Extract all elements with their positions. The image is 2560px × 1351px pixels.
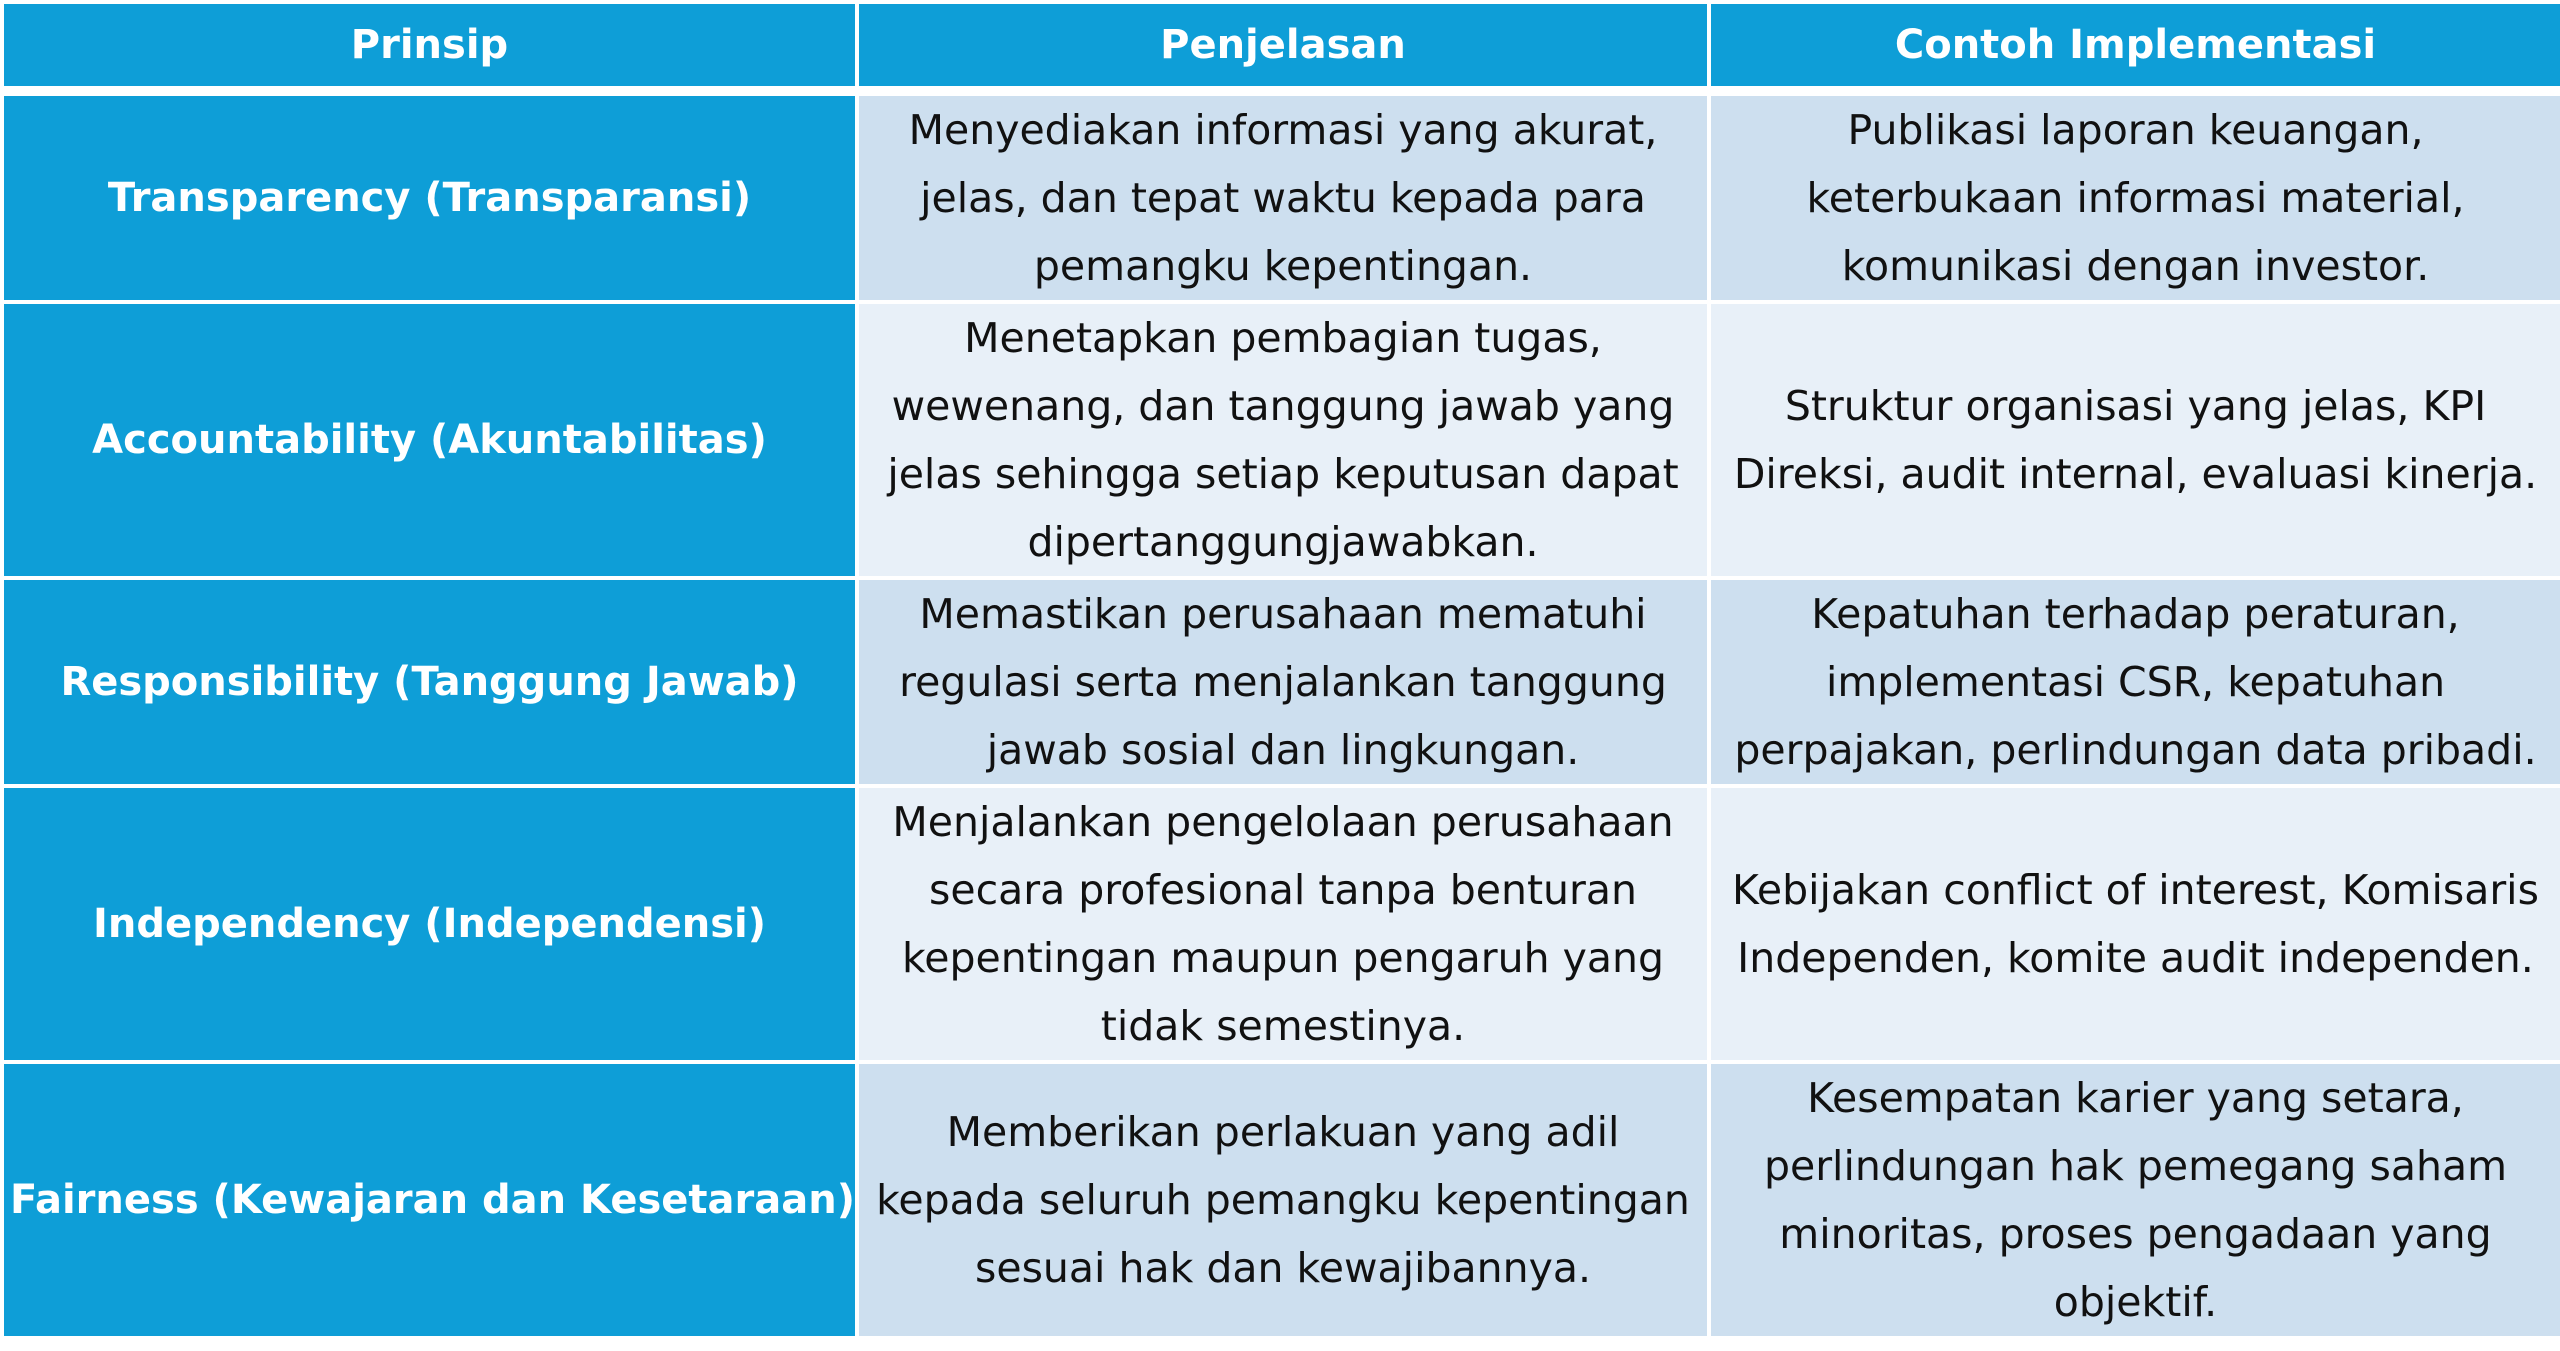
example-line: Kesempatan karier yang setara, bbox=[1807, 1074, 2464, 1122]
table-row-fairness bbox=[2, 1062, 2560, 1338]
explanation-cell bbox=[857, 786, 1709, 1062]
example-cell bbox=[1709, 1062, 2560, 1338]
example-line: perlindungan hak pemegang saham bbox=[1763, 1142, 2508, 1190]
principle-cell: Responsibility (Tanggung Jawab) bbox=[2, 578, 857, 786]
example-line: perpajakan, perlindungan data pribadi. bbox=[1734, 726, 2537, 774]
table-header-row bbox=[2, 2, 2560, 91]
explanation-line: Menjalankan pengelolaan perusahaan bbox=[892, 798, 1674, 846]
example-line: komunikasi dengan investor. bbox=[1841, 242, 2430, 290]
principle-cell: Accountability (Akuntabilitas) bbox=[2, 302, 857, 578]
explanation-cell bbox=[857, 1062, 1709, 1338]
explanation-cell bbox=[857, 302, 1709, 578]
example-line: Kepatuhan terhadap peraturan, bbox=[1811, 590, 2460, 638]
explanation-line: secara profesional tanpa benturan bbox=[929, 866, 1637, 914]
example-line: minoritas, proses pengadaan yang bbox=[1779, 1210, 2492, 1258]
explanation-line: jelas, dan tepat waktu kepada para bbox=[920, 174, 1646, 222]
principle-cell: Independency (Independensi) bbox=[2, 786, 857, 1062]
table-row-transparency bbox=[2, 91, 2560, 302]
header-penjelasan: Penjelasan bbox=[857, 2, 1709, 91]
header-prinsip: Prinsip bbox=[2, 2, 857, 91]
explanation-line: Menetapkan pembagian tugas, bbox=[964, 314, 1602, 362]
explanation-cell bbox=[857, 91, 1709, 302]
table-row-independency bbox=[2, 786, 2560, 1062]
example-line: keterbukaan informasi material, bbox=[1806, 174, 2465, 222]
header-contoh-implementasi: Contoh Implementasi bbox=[1709, 2, 2560, 91]
table-row-accountability bbox=[2, 302, 2560, 578]
explanation-line: wewenang, dan tanggung jawab yang bbox=[891, 382, 1675, 430]
example-line: Independen, komite audit independen. bbox=[1737, 934, 2534, 982]
explanation-line: jawab sosial dan lingkungan. bbox=[986, 726, 1580, 774]
explanation-line: Memberikan perlakuan yang adil bbox=[946, 1108, 1620, 1156]
example-cell bbox=[1709, 578, 2560, 786]
example-line: implementasi CSR, kepatuhan bbox=[1825, 658, 2446, 706]
explanation-line: regulasi serta menjalankan tanggung bbox=[899, 658, 1667, 706]
explanation-line: sesuai hak dan kewajibannya. bbox=[974, 1244, 1592, 1292]
explanation-line: kepada seluruh pemangku kepentingan bbox=[876, 1176, 1690, 1224]
explanation-line: Memastikan perusahaan mematuhi bbox=[919, 590, 1647, 638]
explanation-line: pemangku kepentingan. bbox=[1033, 242, 1533, 290]
example-line: Struktur organisasi yang jelas, KPI bbox=[1784, 382, 2487, 430]
explanation-line: Menyediakan informasi yang akurat, bbox=[908, 106, 1658, 154]
explanation-line: kepentingan maupun pengaruh yang bbox=[901, 934, 1665, 982]
example-line: objektif. bbox=[2053, 1278, 2218, 1326]
table-row-responsibility bbox=[2, 578, 2560, 786]
explanation-line: jelas sehingga setiap keputusan dapat bbox=[887, 450, 1679, 498]
example-cell bbox=[1709, 91, 2560, 302]
example-line: Kebijakan conflict of interest, Komisaris bbox=[1732, 866, 2539, 914]
explanation-cell bbox=[857, 578, 1709, 786]
principle-cell: Transparency (Transparansi) bbox=[2, 91, 857, 302]
example-cell bbox=[1709, 302, 2560, 578]
example-line: Direksi, audit internal, evaluasi kinerja. bbox=[1733, 450, 2538, 498]
principle-cell: Fairness (Kewajaran dan Kesetaraan) bbox=[2, 1062, 857, 1338]
example-line: Publikasi laporan keuangan, bbox=[1847, 106, 2424, 154]
explanation-line: tidak semestinya. bbox=[1100, 1002, 1466, 1050]
example-cell bbox=[1709, 786, 2560, 1062]
explanation-line: dipertanggungjawabkan. bbox=[1027, 518, 1539, 566]
